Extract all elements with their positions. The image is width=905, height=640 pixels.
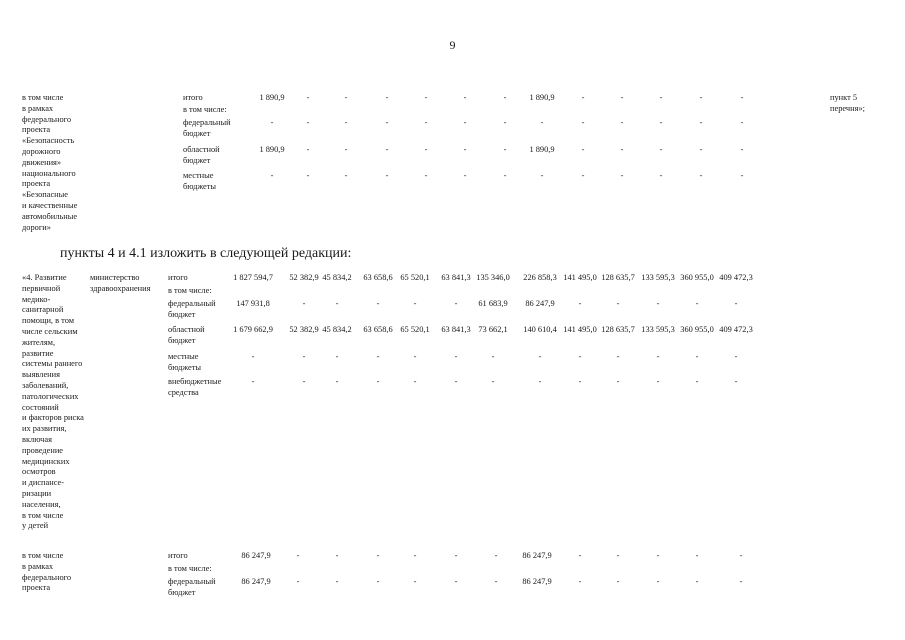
table-cell: -	[739, 577, 743, 586]
note-text: пункт 5 перечня»;	[830, 93, 865, 113]
table-cell: 63 658,6	[363, 273, 393, 282]
table-cell: -	[306, 93, 310, 102]
table-cell: -	[699, 145, 703, 154]
table-cell: 73 662,1	[478, 325, 508, 334]
table-cell: -	[376, 577, 380, 586]
table-cell: -	[659, 118, 663, 127]
table-cell: -	[503, 93, 507, 102]
table-cell: -	[659, 145, 663, 154]
table-cell: -	[424, 118, 428, 127]
table-cell: -	[454, 577, 458, 586]
row-description: в том числе в рамках федерального проекта	[22, 551, 72, 593]
row-description: в том числе в рамках федерального проекта «Безопасность дорожного движения» национального проекта «Безопасные и качественные автомобильные дороги»	[22, 93, 78, 232]
funding-source-label: федеральный бюджет	[183, 118, 231, 138]
table-cell: -	[695, 299, 699, 308]
table-cell: -	[302, 299, 306, 308]
funding-source-label: местные бюджеты	[168, 352, 202, 372]
table-cell: -	[251, 377, 255, 386]
table-cell: 133 595,3	[641, 273, 675, 282]
table-cell: -	[385, 145, 389, 154]
table-cell: -	[376, 352, 380, 361]
table-cell: 86 247,9	[522, 577, 552, 586]
table-cell: 86 247,9	[525, 299, 555, 308]
funding-source-label: местные бюджеты	[183, 171, 217, 191]
table-cell: -	[620, 171, 624, 180]
table-cell: -	[699, 171, 703, 180]
table-cell: 45 834,2	[322, 273, 352, 282]
table-cell: -	[695, 551, 699, 560]
table-cell: 65 520,1	[400, 325, 430, 334]
table-cell: 61 683,9	[478, 299, 508, 308]
table-cell: -	[296, 551, 300, 560]
page-number: 9	[449, 38, 456, 52]
funding-source-label: в том числе:	[168, 286, 212, 295]
executor-label: министерство здравоохранения	[90, 273, 151, 293]
table-cell: -	[734, 377, 738, 386]
table-cell: -	[335, 352, 339, 361]
table-cell: 409 472,3	[719, 325, 753, 334]
table-cell: -	[335, 299, 339, 308]
table-cell: -	[335, 377, 339, 386]
table-cell: 65 520,1	[400, 273, 430, 282]
table-cell: -	[656, 577, 660, 586]
table-cell: -	[656, 377, 660, 386]
table-cell: -	[385, 171, 389, 180]
table-cell: -	[503, 171, 507, 180]
table-cell: -	[424, 93, 428, 102]
table-cell: -	[659, 93, 663, 102]
table-cell: 360 955,0	[680, 325, 714, 334]
table-cell: -	[659, 171, 663, 180]
table-cell: -	[620, 93, 624, 102]
table-cell: -	[413, 352, 417, 361]
table-cell: 128 635,7	[601, 325, 635, 334]
table-cell: -	[385, 93, 389, 102]
table-cell: -	[538, 377, 542, 386]
table-cell: -	[581, 145, 585, 154]
funding-source-label: федеральный бюджет	[168, 299, 216, 319]
table-cell: 63 658,6	[363, 325, 393, 334]
table-cell: -	[463, 118, 467, 127]
table-cell: -	[656, 551, 660, 560]
table-cell: 133 595,3	[641, 325, 675, 334]
table-cell: -	[740, 171, 744, 180]
table-cell: 1 890,9	[259, 93, 285, 102]
funding-source-label: в том числе:	[183, 105, 227, 114]
table-cell: -	[616, 551, 620, 560]
table-cell: 226 858,3	[523, 273, 557, 282]
table-cell: -	[578, 299, 582, 308]
table-cell: -	[463, 145, 467, 154]
table-cell: -	[335, 577, 339, 586]
table-cell: -	[695, 577, 699, 586]
funding-source-label: итого	[168, 551, 188, 560]
table-cell: 147 931,8	[236, 299, 270, 308]
funding-source-label: областной бюджет	[168, 325, 205, 345]
table-cell: -	[699, 118, 703, 127]
table-cell: 52 382,9	[289, 325, 319, 334]
table-cell: -	[699, 93, 703, 102]
table-cell: -	[540, 118, 544, 127]
table-cell: -	[376, 377, 380, 386]
table-cell: -	[302, 377, 306, 386]
table-cell: 135 346,0	[476, 273, 510, 282]
table-cell: 141 495,0	[563, 325, 597, 334]
table-cell: 1 679 662,9	[233, 325, 273, 334]
table-cell: -	[656, 299, 660, 308]
section-heading: пункты 4 и 4.1 изложить в следующей редакции:	[60, 246, 352, 261]
table-cell: -	[578, 377, 582, 386]
table-cell: -	[616, 577, 620, 586]
table-cell: -	[251, 352, 255, 361]
table-cell: -	[306, 118, 310, 127]
table-cell: -	[695, 377, 699, 386]
funding-source-label: в том числе:	[168, 564, 212, 573]
table-cell: -	[578, 352, 582, 361]
table-cell: -	[739, 551, 743, 560]
table-cell: -	[494, 577, 498, 586]
table-cell: 409 472,3	[719, 273, 753, 282]
table-cell: 86 247,9	[241, 551, 271, 560]
table-cell: -	[540, 171, 544, 180]
table-cell: -	[463, 171, 467, 180]
table-cell: 45 834,2	[322, 325, 352, 334]
table-cell: -	[306, 145, 310, 154]
table-cell: -	[491, 352, 495, 361]
table-cell: 63 841,3	[441, 325, 471, 334]
table-cell: 360 955,0	[680, 273, 714, 282]
funding-source-label: федеральный бюджет	[168, 577, 216, 597]
funding-source-label: итого	[183, 93, 203, 102]
table-cell: -	[491, 377, 495, 386]
table-cell: -	[620, 145, 624, 154]
table-cell: -	[734, 299, 738, 308]
table-cell: 1 890,9	[529, 93, 555, 102]
table-cell: 52 382,9	[289, 273, 319, 282]
table-cell: -	[454, 377, 458, 386]
table-cell: -	[413, 551, 417, 560]
table-cell: -	[306, 171, 310, 180]
table-cell: -	[734, 352, 738, 361]
table-cell: -	[740, 118, 744, 127]
table-cell: -	[424, 145, 428, 154]
funding-source-label: итого	[168, 273, 188, 282]
table-cell: 1 890,9	[529, 145, 555, 154]
table-cell: -	[424, 171, 428, 180]
table-cell: -	[616, 299, 620, 308]
table-cell: -	[538, 352, 542, 361]
table-cell: -	[385, 118, 389, 127]
table-cell: -	[454, 551, 458, 560]
table-cell: -	[302, 352, 306, 361]
table-cell: -	[581, 93, 585, 102]
table-cell: 86 247,9	[522, 551, 552, 560]
table-cell: -	[578, 577, 582, 586]
table-cell: 140 610,4	[523, 325, 557, 334]
table-cell: -	[413, 577, 417, 586]
table-cell: -	[413, 299, 417, 308]
row-description: «4. Развитие первичной медико- санитарной помощи, в том числе сельским жителям, развитие системы раннего выявления заболеваний, патологических состояний и факторов риска их развития, включая проведение медицинских осмотров и диспансе- ризации населения, в том числе у детей	[22, 273, 84, 531]
table-cell: -	[581, 118, 585, 127]
table-cell: 128 635,7	[601, 273, 635, 282]
table-cell: -	[503, 118, 507, 127]
table-cell: -	[616, 352, 620, 361]
table-cell: -	[344, 118, 348, 127]
table-cell: 1 827 594,7	[233, 273, 273, 282]
table-cell: -	[413, 377, 417, 386]
table-cell: 86 247,9	[241, 577, 271, 586]
table-cell: 63 841,3	[441, 273, 471, 282]
table-cell: -	[376, 299, 380, 308]
table-cell: -	[344, 145, 348, 154]
table-cell: -	[270, 171, 274, 180]
table-cell: -	[740, 93, 744, 102]
table-cell: -	[656, 352, 660, 361]
table-cell: -	[454, 299, 458, 308]
table-cell: -	[616, 377, 620, 386]
table-cell: -	[620, 118, 624, 127]
table-cell: -	[344, 171, 348, 180]
table-cell: -	[454, 352, 458, 361]
table-cell: 141 495,0	[563, 273, 597, 282]
table-cell: -	[740, 145, 744, 154]
funding-source-label: внебюджетные средства	[168, 377, 222, 397]
table-cell: -	[503, 145, 507, 154]
table-cell: -	[494, 551, 498, 560]
table-cell: -	[376, 551, 380, 560]
table-cell: -	[581, 171, 585, 180]
table-cell: -	[335, 551, 339, 560]
table-cell: -	[578, 551, 582, 560]
table-cell: 1 890,9	[259, 145, 285, 154]
table-cell: -	[695, 352, 699, 361]
table-cell: -	[270, 118, 274, 127]
funding-source-label: областной бюджет	[183, 145, 220, 165]
table-cell: -	[463, 93, 467, 102]
table-cell: -	[344, 93, 348, 102]
table-cell: -	[296, 577, 300, 586]
